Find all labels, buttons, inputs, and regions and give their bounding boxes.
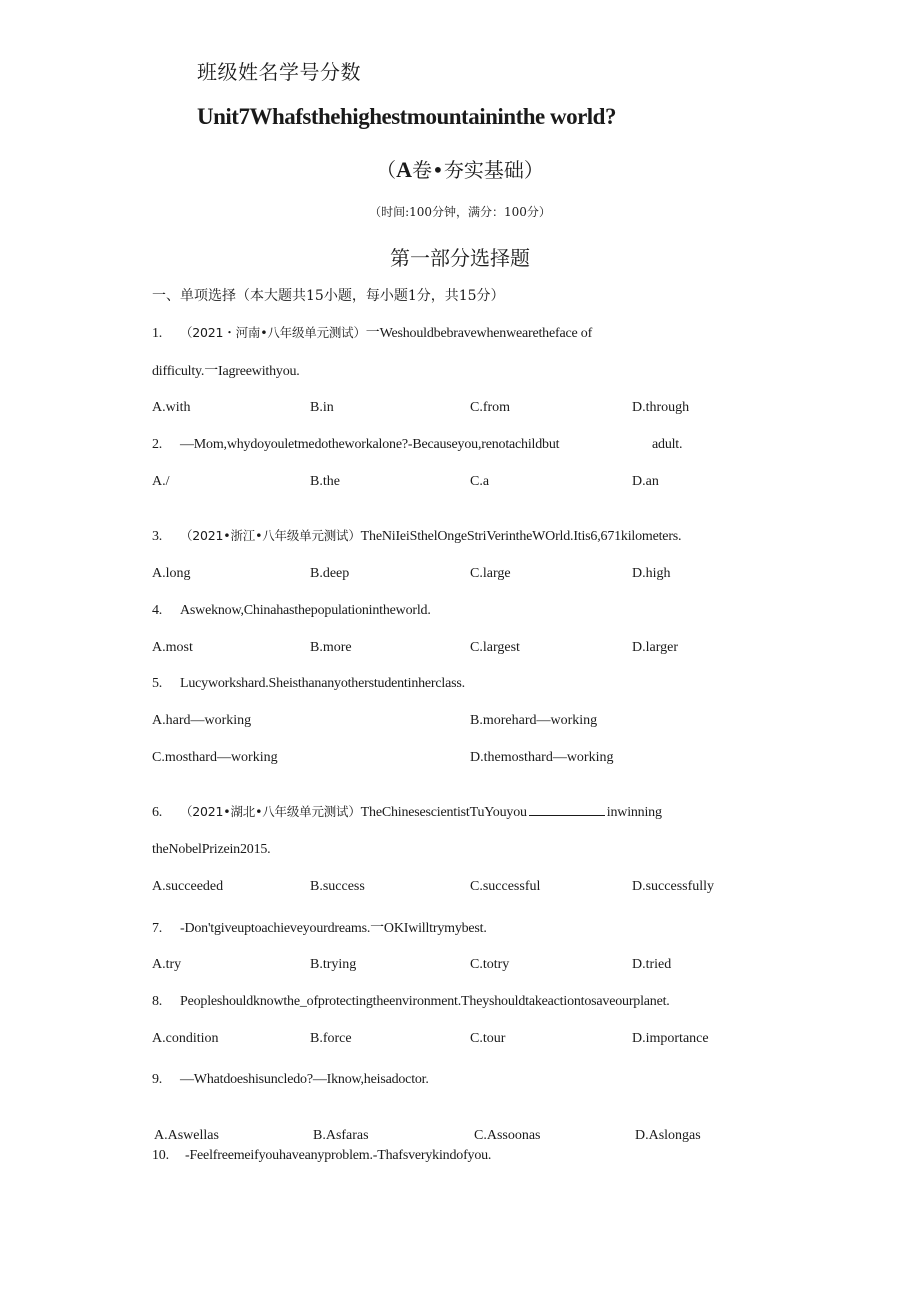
- question-number: 1.: [152, 326, 163, 341]
- subtitle-rest: 卷•夯实基础）: [412, 158, 544, 182]
- instruction-line: 一、单项选择（本大题共15小题，每小题1分，共15分）: [152, 288, 505, 304]
- question-source: （2021•浙江•八年级单元测试）: [180, 528, 361, 543]
- question-4: [152, 603, 431, 619]
- q4-option-d: D.larger: [632, 640, 678, 655]
- section-title: 第一部分选择题: [390, 246, 530, 270]
- q9-option-d: D.Aslongas: [635, 1128, 701, 1143]
- q6-option-d: D.successfully: [632, 879, 715, 894]
- q2-option-b: B.the: [310, 474, 340, 489]
- q3-option-b: B.deep: [310, 566, 350, 581]
- question-text: TheChinesescientistTuYouyou: [360, 805, 527, 820]
- q7-option-b: B.trying: [310, 957, 357, 972]
- q6-option-a: A.succeeded: [152, 879, 224, 894]
- question-source: （2021・河南•八年级单元测试）: [180, 325, 366, 340]
- q4-option-a: A.most: [152, 640, 193, 655]
- question-source: （2021•湖北•八年级单元测试）: [180, 804, 361, 819]
- question-text: —Mom,whydoyouletmedotheworkalone?-Becauseyou,renotachildbut: [180, 437, 560, 452]
- q3-option-a: A.long: [152, 566, 191, 581]
- question-number: 5.: [152, 676, 163, 691]
- q8-option-b: B.force: [310, 1031, 352, 1046]
- answer-blank: [529, 803, 605, 816]
- q2-option-d: D.an: [632, 474, 659, 489]
- question-text: Asweknow,Chinahasthepopulationintheworld.: [180, 603, 431, 618]
- question-text: —Whatdoeshisuncledo?—Iknow,heisadoctor.: [180, 1072, 429, 1087]
- question-8: [152, 994, 670, 1010]
- question-9: [152, 1072, 429, 1088]
- q1-option-d: D.through: [632, 400, 690, 415]
- question-number: 2.: [152, 437, 163, 452]
- question-number: 3.: [152, 529, 163, 544]
- q3-option-c: C.large: [470, 566, 511, 581]
- q7-option-a: A.try: [152, 957, 182, 972]
- q8-option-a: A.condition: [152, 1031, 219, 1046]
- question-text: Lucyworkshard.Sheisthananyotherstudentinherclass.: [180, 676, 465, 691]
- q6-option-c: C.successful: [470, 879, 541, 894]
- header-info-line: 班级姓名学号分数: [197, 60, 361, 84]
- question-3: [152, 526, 681, 545]
- unit-title: Unit7Whafsthehighestmountaininthe world?: [197, 104, 616, 129]
- q4-option-c: C.largest: [470, 640, 520, 655]
- question-number: 8.: [152, 994, 163, 1009]
- question-number: 10.: [152, 1148, 169, 1163]
- question-6: [152, 802, 662, 821]
- question-text: Peopleshouldknowthe_ofprotectingtheenvironment.Theyshouldtakeactiontosaveourplanet.: [180, 994, 670, 1009]
- question-tail: inwinning: [606, 805, 662, 820]
- question-number: 4.: [152, 603, 163, 618]
- subtitle-prefix: （: [376, 158, 397, 182]
- q3-option-d: D.high: [632, 566, 671, 581]
- question-1: [152, 322, 592, 342]
- question-5: [152, 676, 465, 692]
- question-text: 一Weshouldbebravewhenwearetheface of: [365, 326, 593, 341]
- q9-option-c: C.Assoonas: [474, 1128, 541, 1143]
- q1-option-b: B.in: [310, 400, 334, 415]
- subtitle-a: A: [396, 157, 413, 182]
- question-7: [152, 917, 487, 937]
- q2-option-a: A./: [152, 474, 170, 489]
- question-10: [152, 1148, 491, 1164]
- question-text: -Feelfreemeifyouhaveanyproblem.-Thafsverykindofyou.: [185, 1148, 492, 1163]
- question-2: [152, 437, 559, 453]
- q1-option-c: C.from: [470, 400, 511, 415]
- q2-option-c: C.a: [470, 474, 490, 489]
- question-2-tail: adult.: [652, 437, 683, 452]
- q9-option-b: B.Asfaras: [313, 1128, 369, 1143]
- q7-option-c: C.totry: [470, 957, 510, 972]
- question-number: 6.: [152, 805, 163, 820]
- q1-option-a: A.with: [152, 400, 191, 415]
- question-number: 7.: [152, 921, 163, 936]
- question-1-continuation: difficulty.一Iagreewithyou.: [152, 364, 300, 379]
- question-text: -Don'tgiveuptoachieveyourdreams.一OKIwilltrymybest.: [180, 921, 487, 936]
- q5-option-d: D.themosthard—working: [470, 750, 614, 765]
- time-score-line: （时间:100分钟，满分：100分）: [369, 205, 551, 219]
- question-number: 9.: [152, 1072, 163, 1087]
- q9-option-a: A.Aswellas: [154, 1128, 219, 1143]
- q6-option-b: B.success: [310, 879, 365, 894]
- volume-subtitle: [0, 154, 920, 183]
- q8-option-d: D.importance: [632, 1031, 709, 1046]
- q7-option-d: D.tried: [632, 957, 672, 972]
- q5-option-b: B.morehard—working: [470, 713, 598, 728]
- q8-option-c: C.tour: [470, 1031, 506, 1046]
- q5-option-c: C.mosthard—working: [152, 750, 278, 765]
- q4-option-b: B.more: [310, 640, 352, 655]
- question-text: TheNiIeiSthelOngeStriVerintheWOrld.Itis6,671kilometers.: [360, 529, 682, 544]
- q5-option-a: A.hard—working: [152, 713, 252, 728]
- question-6-continuation: theNobelPrizein2015.: [152, 842, 271, 857]
